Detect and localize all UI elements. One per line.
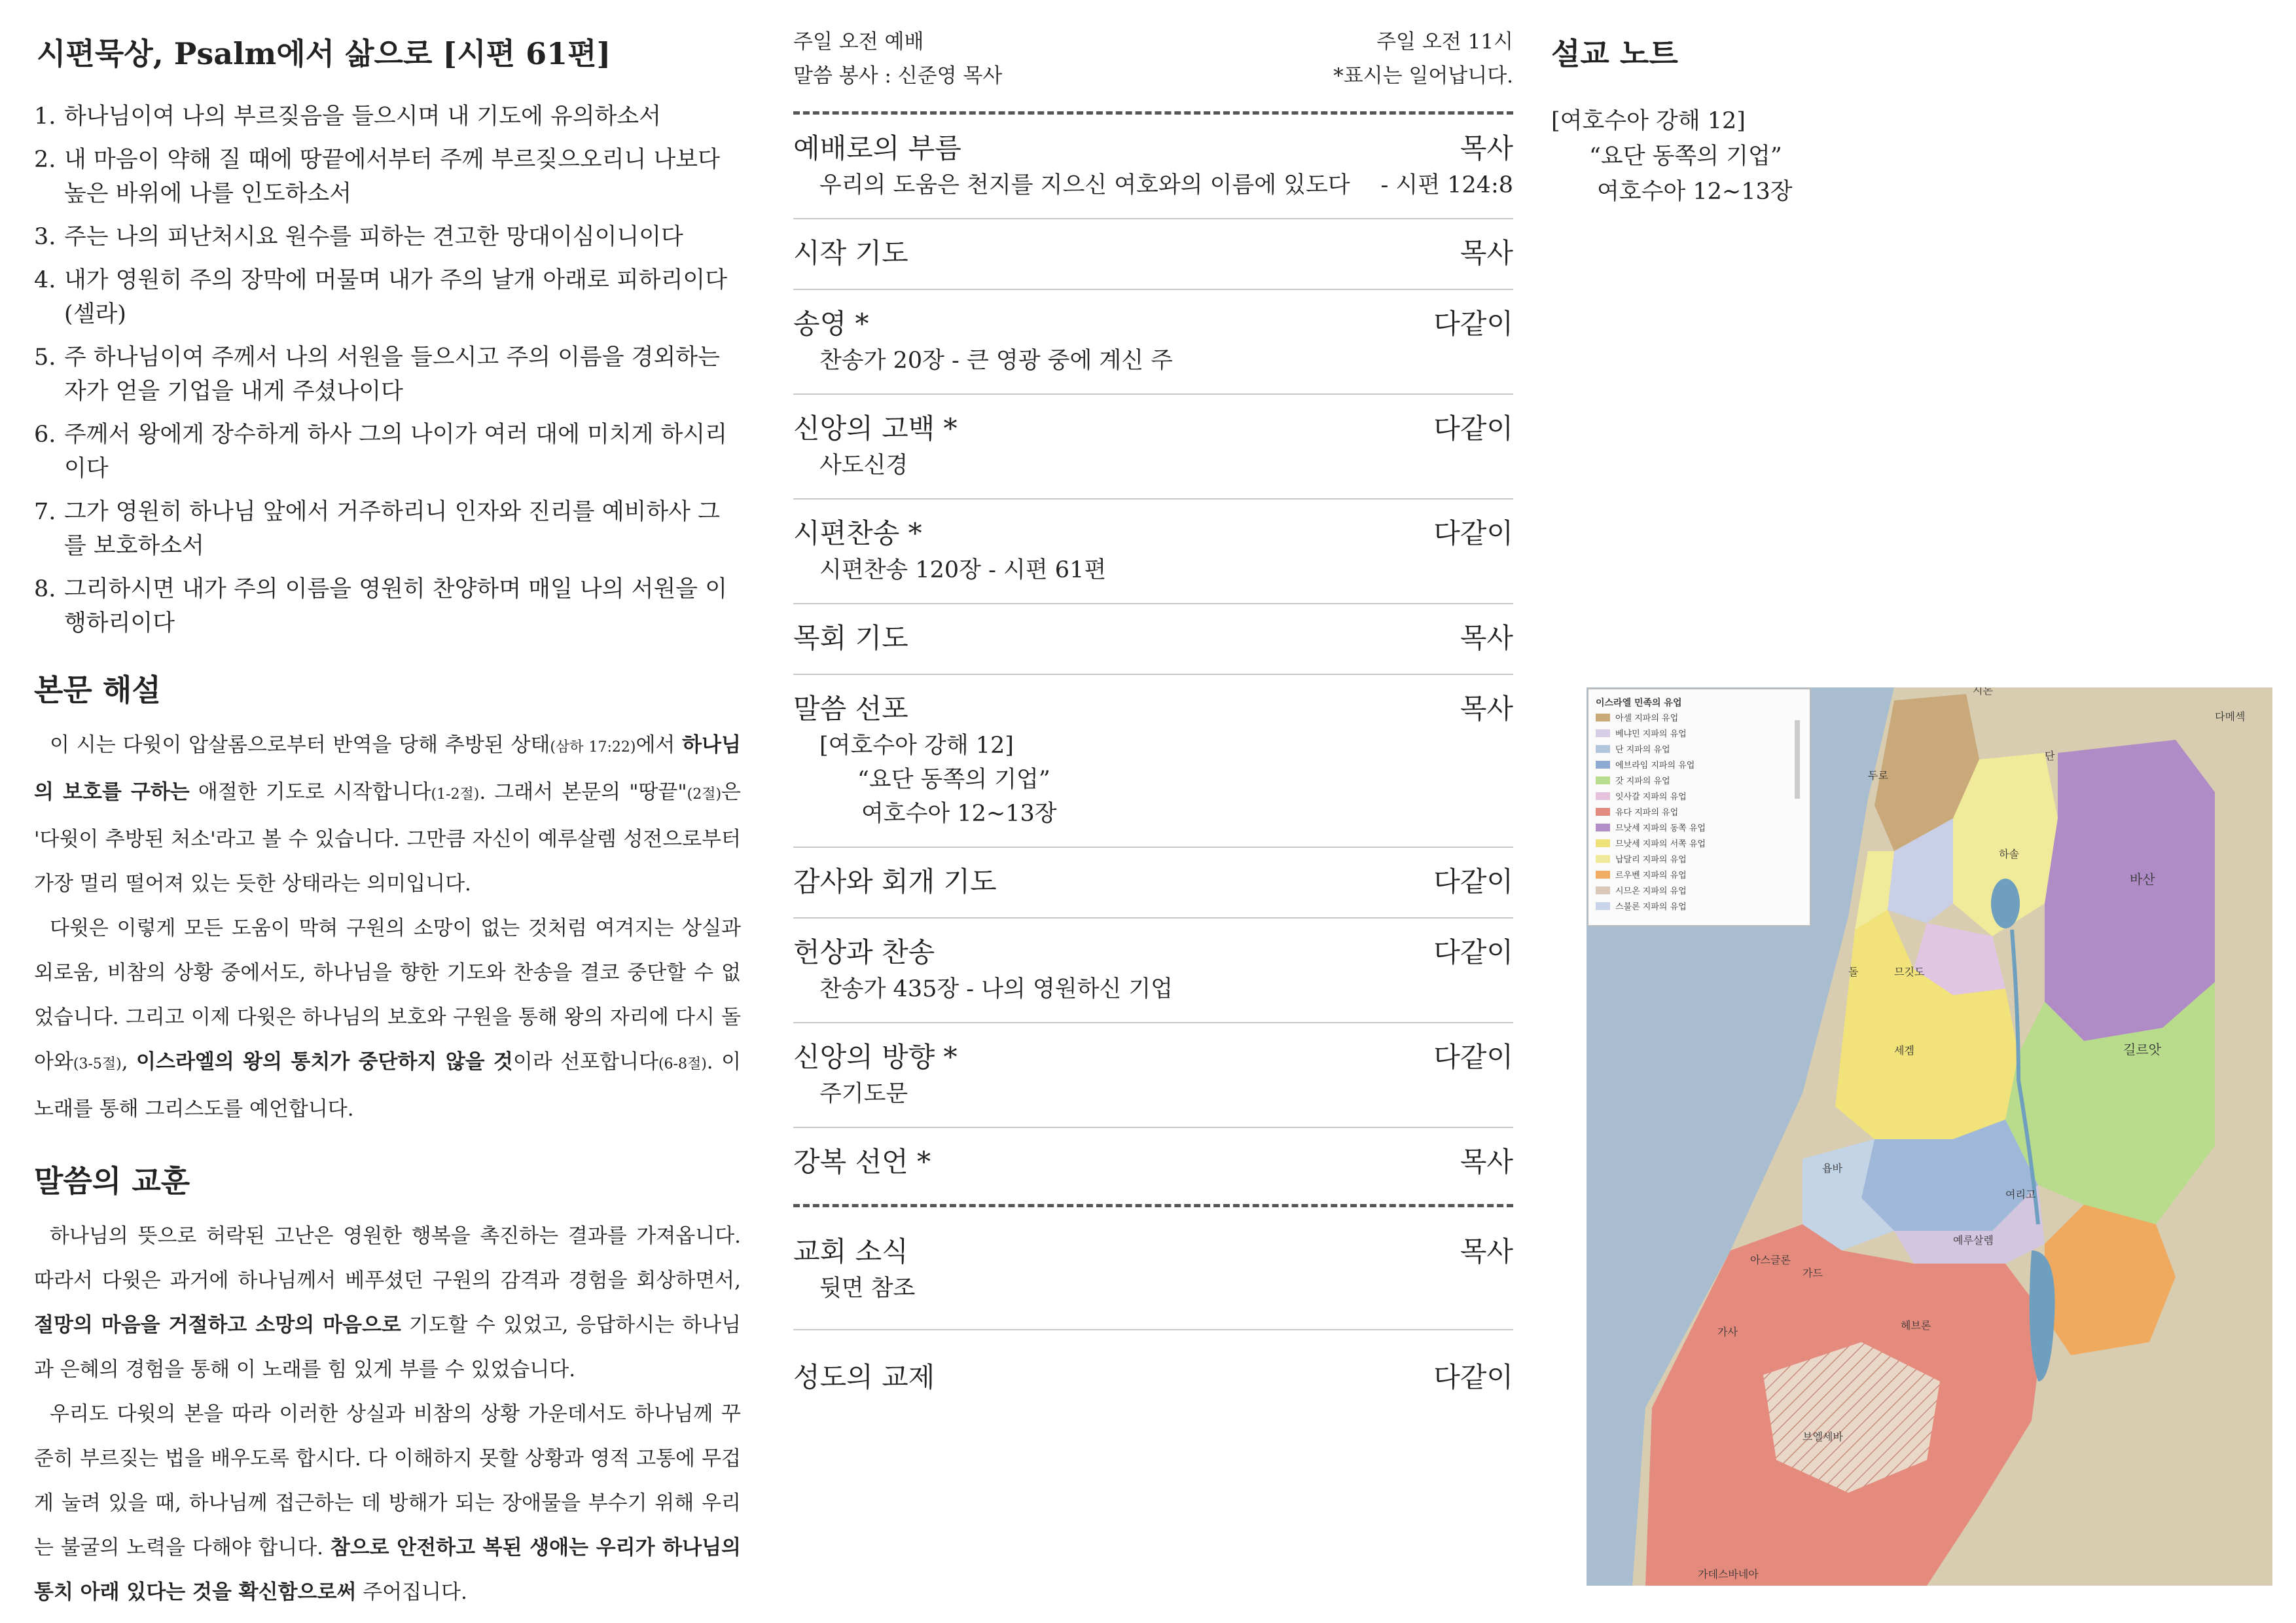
- lesson-paragraph: 하나님의 뜻으로 허락된 고난은 영원한 행복을 촉진하는 결과를 가져옵니다. 따라서 다윗은 과거에 하나님께서 베푸셨던 구원의 감격과 경험을 회상하면서, 절망의 마음을 거절하고 소망의 마음으로 기도할 수 있었고, 응답하시는 하나님과 은혜의 경험을 통해 이 노래를 힘 있게 부를 수 있었습니다.: [34, 1224, 741, 1381]
- sea-of-galilee: [1991, 879, 2020, 928]
- label-dor: 돌: [1848, 966, 1859, 978]
- order-title: 강복 선언 *: [793, 1146, 931, 1178]
- order-item: [793, 1330, 1513, 1413]
- verse-number: 2.: [34, 147, 56, 173]
- order-title: 헌상과 찬송: [793, 936, 935, 968]
- sermon-series: [여호수아 강해 12]: [819, 733, 1014, 759]
- order-leader: 다같이: [1433, 866, 1513, 898]
- worship-order-column: [793, 0, 1513, 1413]
- label-shechem: 세겜: [1894, 1044, 1914, 1057]
- verse-text: 주께서 왕에게 장수하게 하사 그의 나이가 여러 대에 미치게 하시리이다: [64, 422, 728, 482]
- label-jerusalem: 예루살렘: [1953, 1234, 1994, 1247]
- legend-swatch: [1596, 871, 1610, 879]
- order-title: 감사와 회개 기도: [793, 866, 997, 898]
- psalm-column: [34, 0, 741, 1614]
- sermon-notes-column: [1551, 0, 2284, 210]
- verse-text: 주 하나님이여 주께서 나의 서원을 들으시고 주의 이름을 경외하는 자가 얻을 기업을 내게 주셨나이다: [64, 344, 720, 405]
- order-detail: 시편찬송 120장 - 시편 61편: [819, 557, 1107, 583]
- verse-text: 하나님이여 나의 부르짖음을 들으시며 내 기도에 유의하소서: [64, 103, 662, 130]
- legend-swatch: [1596, 745, 1610, 753]
- psalm-verse: [34, 340, 741, 409]
- order-title: 교회 소식: [793, 1235, 908, 1267]
- service-time: 주일 오전 11시: [1376, 30, 1513, 54]
- psalm-verse: [34, 418, 741, 486]
- label-beersheba: 브엘세바: [1803, 1431, 1843, 1443]
- legend-swatch: [1596, 902, 1610, 910]
- label-tyre: 두로: [1868, 769, 1888, 782]
- legend-label: 잇사갈 지파의 유업: [1615, 792, 1687, 802]
- order-title: 시편찬송 *: [793, 517, 922, 549]
- order-title: 송영 *: [793, 308, 869, 340]
- verse-number: 6.: [34, 422, 56, 448]
- legend-swatch: [1596, 714, 1610, 721]
- order-leader: 목사: [1460, 237, 1513, 269]
- order-leader: 목사: [1460, 1146, 1513, 1178]
- order-item: [793, 1207, 1513, 1330]
- label-gilead: 길르앗: [2123, 1042, 2161, 1057]
- legend-label: 갓 지파의 유업: [1615, 776, 1670, 786]
- psalm-verse: [34, 100, 741, 134]
- verse-number: 1.: [34, 103, 56, 130]
- lesson-heading: 말씀의 교훈: [34, 1163, 190, 1199]
- label-bashan: 바산: [2130, 871, 2155, 887]
- order-title: 말씀 선포: [793, 693, 908, 725]
- legend-swatch: [1596, 855, 1610, 863]
- order-item: [793, 675, 1513, 848]
- notes-title: 설교 노트: [1551, 36, 1678, 71]
- service-name: 주일 오전 예배: [793, 30, 924, 54]
- order-leader: 목사: [1460, 693, 1513, 725]
- sermon-text: 여호수아 12~13장: [861, 801, 1057, 827]
- verse-text: 그가 영원히 하나님 앞에서 거주하리니 인자와 진리를 예비하사 그를 보호하소서: [64, 499, 720, 559]
- preacher: 말씀 봉사 : 신준영 목사: [793, 64, 1003, 88]
- label-jericho: 여리고: [2005, 1188, 2036, 1201]
- psalm-verse-list: [34, 100, 741, 640]
- legend-label: 스불론 지파의 유업: [1615, 902, 1687, 912]
- order-detail: 찬송가 20장 - 큰 영광 중에 계신 주: [819, 348, 1173, 374]
- lesson-paragraph: 우리도 다윗의 본을 따라 이러한 상실과 비참의 상황 가운데서도 하나님께 꾸준히 부르짖는 법을 배우도록 합시다. 다 이해하지 못할 상황과 영적 고통에 무겁게 눌려 있을 때, 하나님께 접근하는 데 방해가 되는 장애물을 부수기 위해 우리는 불굴의 노력을 다해야 합니다. 참으로 안전하고 복된 생애는 우리가 하나님의 통치 아래 있다는 것을 확신함으로써 주어집니다.: [34, 1402, 742, 1604]
- region-manasseh-east: [2045, 740, 2215, 1041]
- notes-sermon-title: “요단 동쪽의 기업”: [1589, 143, 1782, 170]
- map-image: [1587, 687, 2272, 1586]
- order-leader: 다같이: [1433, 1041, 1513, 1073]
- order-leader: 목사: [1460, 132, 1513, 164]
- label-joppa: 욥바: [1822, 1162, 1842, 1175]
- verse-number: 3.: [34, 224, 56, 250]
- psalm-verse: [34, 220, 741, 254]
- order-detail-ref: - 시편 124:8: [1380, 172, 1513, 198]
- order-title: 성도의 교제: [793, 1361, 935, 1393]
- order-item: [793, 115, 1513, 219]
- label-sidon: 시돈: [1973, 687, 1993, 697]
- order-detail: 찬송가 435장 - 나의 영원하신 기업: [819, 976, 1173, 1002]
- order-item: [793, 848, 1513, 919]
- notes-series: [여호수아 강해 12]: [1551, 108, 1746, 134]
- label-hazor: 하솔: [1999, 848, 2019, 860]
- tribal-allotment-map: [1587, 687, 2272, 1586]
- legend-label: 단 지파의 유업: [1615, 745, 1670, 755]
- order-title: 목회 기도: [793, 622, 908, 654]
- label-ashkelon: 아스글론: [1750, 1254, 1791, 1266]
- verse-text: 내 마음이 약해 질 때에 땅끝에서부터 주께 부르짖으오리니 나보다 높은 바위에 나를 인도하소서: [64, 147, 720, 207]
- order-title: 예배로의 부름: [793, 132, 961, 164]
- verse-number: 4.: [34, 267, 56, 293]
- legend-swatch: [1596, 886, 1610, 894]
- label-damascus: 다메섹: [2215, 710, 2246, 723]
- order-leader: 다같이: [1433, 936, 1513, 968]
- psalm-title: 시편묵상, Psalm에서 삶으로 [시편 61편]: [37, 36, 611, 71]
- order-title: 신앙의 고백 *: [793, 412, 958, 445]
- legend-label: 아셀 지파의 유업: [1615, 714, 1679, 723]
- commentary-paragraph: 이 시는 다윗이 압살롬으로부터 반역을 당해 추방된 상태(삼하 17:22)에서 하나님의 보호를 구하는 애절한 기도로 시작합니다(1-2절). 그래서 본문의 "땅끝"(2절)은 '다윗이 추방된 처소'라고 볼 수 있습니다. 그만큼 자신이 예루살렘 성전으로부터 가장 멀리 떨어져 있는 듯한 상태라는 의미입니다.: [34, 733, 741, 896]
- after-service-list: [793, 1207, 1513, 1413]
- label-gaza: 가사: [1717, 1326, 1738, 1338]
- order-title: 신앙의 방향 *: [793, 1041, 958, 1073]
- sermon-info: [793, 729, 1513, 831]
- order-detail: 주기도문: [819, 1081, 908, 1107]
- order-title: 시작 기도: [793, 237, 908, 269]
- order-detail: 뒷면 참조: [819, 1275, 916, 1302]
- legend-label: 유다 지파의 유업: [1615, 808, 1679, 818]
- commentary-paragraph: 다윗은 이렇게 모든 도움이 막혀 구원의 소망이 없는 것처럼 여겨지는 상실과 외로움, 비참의 상황 중에서도, 하나님을 향한 기도와 찬송을 결코 중단할 수 없었습니다. 그리고 이제 다윗은 하나님의 보호와 구원을 통해 왕의 자리에 다시 돌아와(3-5절), 이스라엘의 왕의 통치가 중단하지 않을 것이라 선포합니다(6-8절). 이 노래를 통해 그리스도를 예언합니다.: [34, 917, 742, 1121]
- sermon-title: “요단 동쪽의 기업”: [857, 767, 1050, 793]
- order-item: [793, 219, 1513, 290]
- notes-sermon-text: 여호수아 12~13장: [1597, 179, 1793, 205]
- verse-number: 7.: [34, 499, 56, 525]
- order-item: [793, 290, 1513, 395]
- psalm-verse: [34, 143, 741, 211]
- legend-swatch: [1596, 808, 1610, 816]
- order-list: [793, 115, 1513, 1197]
- label-megiddo: 므깃도: [1894, 966, 1925, 978]
- stand-note: *표시는 일어납니다.: [1333, 64, 1513, 88]
- order-item: [793, 500, 1513, 604]
- label-hebron: 헤브론: [1901, 1319, 1931, 1332]
- order-leader: 다같이: [1433, 517, 1513, 549]
- commentary-heading: 본문 해설: [34, 672, 161, 708]
- verse-text: 내가 영원히 주의 장막에 머물며 내가 주의 날개 아래로 피하리이다 (셀라): [64, 267, 728, 327]
- psalm-verse: [34, 572, 741, 640]
- legend-title: 이스라엘 민족의 유업: [1596, 698, 1682, 708]
- legend-swatch: [1596, 824, 1610, 831]
- order-leader: 다같이: [1433, 1361, 1513, 1393]
- legend-label: 므낫세 지파의 서쪽 유업: [1615, 839, 1706, 849]
- order-item: [793, 919, 1513, 1023]
- label-dan-city: 단: [2045, 750, 2055, 762]
- legend-swatch: [1596, 839, 1610, 847]
- order-item: [793, 395, 1513, 500]
- psalm-verse: [34, 495, 741, 563]
- service-header: [793, 25, 1513, 93]
- legend-swatch: [1596, 761, 1610, 769]
- order-detail: 우리의 도움은 천지를 지으신 여호와의 이름에 있도다: [819, 172, 1350, 198]
- order-leader: 목사: [1460, 622, 1513, 654]
- legend-swatch: [1596, 792, 1610, 800]
- order-item: [793, 604, 1513, 675]
- order-leader: 다같이: [1433, 308, 1513, 340]
- label-kadesh: 가데스바네아: [1698, 1568, 1759, 1580]
- order-leader: 목사: [1460, 1235, 1513, 1267]
- legend-label: 납달리 지파의 유업: [1615, 855, 1687, 865]
- verse-number: 8.: [34, 576, 56, 602]
- legend-swatch: [1596, 776, 1610, 784]
- order-leader: 다같이: [1433, 412, 1513, 445]
- legend-label: 에브라임 지파의 유업: [1615, 761, 1695, 771]
- notes-body: [1551, 103, 2284, 210]
- order-item: [793, 1023, 1513, 1128]
- map-legend: [1588, 689, 1810, 926]
- label-gath: 가드: [1803, 1267, 1823, 1279]
- legend-swatch: [1596, 729, 1610, 737]
- legend-label: 시므온 지파의 유업: [1615, 886, 1687, 896]
- order-item: [793, 1128, 1513, 1197]
- order-detail: 사도신경: [819, 452, 908, 479]
- verse-text: 주는 나의 피난처시요 원수를 피하는 견고한 망대이심이니이다: [64, 224, 683, 250]
- legend-label: 베냐민 지파의 유업: [1615, 729, 1687, 739]
- verse-number: 5.: [34, 344, 56, 371]
- legend-label: 므낫세 지파의 동쪽 유업: [1615, 824, 1706, 833]
- legend-label: 르우벤 지파의 유업: [1615, 871, 1687, 881]
- verse-text: 그리하시면 내가 주의 이름을 영원히 찬양하며 매일 나의 서원을 이행하리이다: [64, 576, 728, 636]
- psalm-verse: [34, 263, 741, 331]
